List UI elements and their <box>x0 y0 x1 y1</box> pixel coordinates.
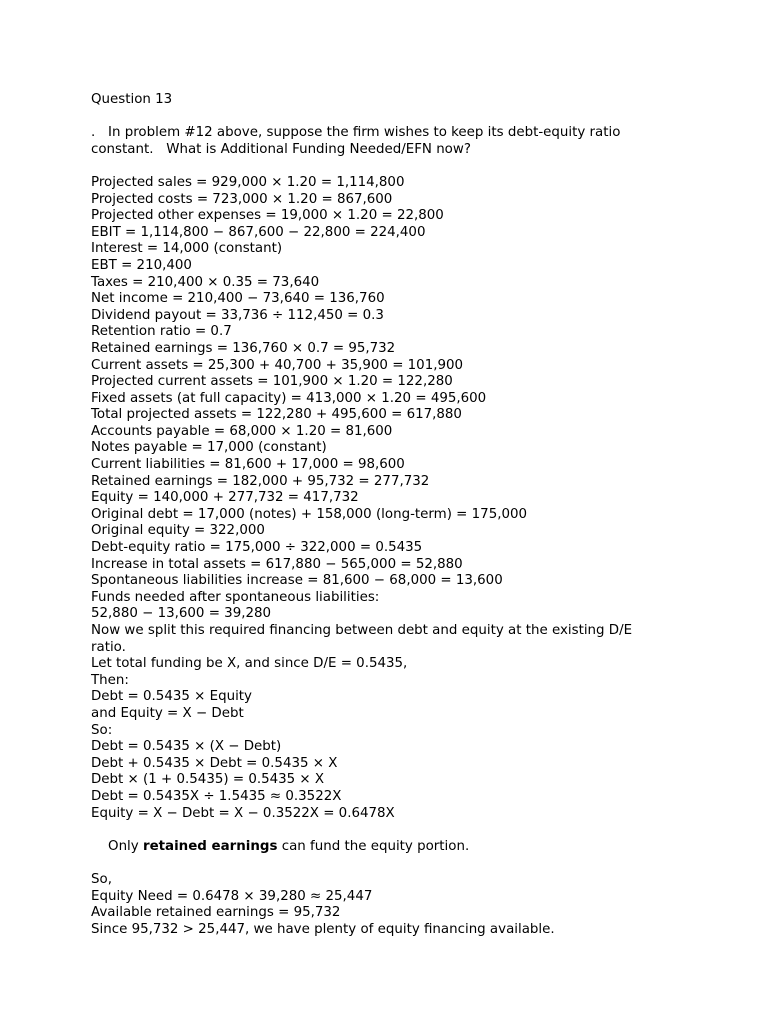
question-line: . In problem #12 above, suppose the firm wishes to keep its debt-equity ratio <box>91 125 621 141</box>
solution-line: Equity = X − Debt = X − 0.3522X = 0.6478X <box>91 805 395 821</box>
note-bold-term: retained earnings <box>142 838 278 854</box>
question-line: constant. What is Additional Funding Needed/EFN now? <box>91 141 471 157</box>
solution-line: Debt + 0.5435 × Debt = 0.5435 × X <box>91 755 338 771</box>
solution-line: Total projected assets = 122,280 + 495,600 = 617,880 <box>91 407 462 423</box>
solution-line: Original debt = 17,000 (notes) + 158,000 (long-term) = 175,000 <box>91 506 528 522</box>
solution-line: Now we split this required financing between debt and equity at the existing D/E <box>91 623 633 638</box>
solution-line: Projected current assets = 101,900 × 1.20 = 122,280 <box>91 374 453 390</box>
solution-line: Retained earnings = 182,000 + 95,732 = 277,732 <box>91 473 430 489</box>
solution-line: So: <box>91 722 113 738</box>
solution-line: Let total funding be X, and since D/E = 0.5435, <box>91 656 408 672</box>
solution-line: Dividend payout = 33,736 ÷ 112,450 = 0.3 <box>91 307 384 323</box>
solution-line: Debt = 0.5435X ÷ 1.5435 ≈ 0.3522X <box>91 788 342 804</box>
solution-line: Projected other expenses = 19,000 × 1.20 = 22,800 <box>91 208 444 224</box>
note-suffix: can fund the equity portion. <box>277 838 470 854</box>
solution-line: Taxes = 210,400 × 0.35 = 73,640 <box>91 274 320 290</box>
solution-line: Net income = 210,400 − 73,640 = 136,760 <box>91 291 385 307</box>
solution-line: Retained earnings = 136,760 × 0.7 = 95,732 <box>91 340 396 356</box>
solution-line: and Equity = X − Debt <box>91 705 244 721</box>
solution-line: Notes payable = 17,000 (constant) <box>91 440 327 456</box>
solution-line: Spontaneous liabilities increase = 81,600 − 68,000 = 13,600 <box>91 573 503 589</box>
solution-line: Current liabilities = 81,600 + 17,000 = 98,600 <box>91 457 405 473</box>
solution-line: Fixed assets (at full capacity) = 413,000 × 1.20 = 495,600 <box>91 390 487 406</box>
solution-line: Projected costs = 723,000 × 1.20 = 867,600 <box>91 191 393 207</box>
solution-line: So, <box>91 871 112 887</box>
solution-line: Retention ratio = 0.7 <box>91 324 232 340</box>
solution-line: Equity = 140,000 + 277,732 = 417,732 <box>91 490 359 506</box>
solution-line: Debt = 0.5435 × (X − Debt) <box>91 739 282 755</box>
solution-line: EBIT = 1,114,800 − 867,600 − 22,800 = 224,400 <box>91 224 426 240</box>
equity-funding-note <box>91 822 691 872</box>
solution-line: Increase in total assets = 617,880 − 565,000 = 52,880 <box>91 556 463 572</box>
solution-line: Equity Need = 0.6478 × 39,280 ≈ 25,447 <box>91 888 373 904</box>
solution-line: Debt-equity ratio = 175,000 ÷ 322,000 = 0.5435 <box>91 540 423 556</box>
solution-line: Debt × (1 + 0.5435) = 0.5435 × X <box>91 772 325 788</box>
solution-lines-before <box>91 175 691 822</box>
solution-lines-after <box>91 872 691 938</box>
solution-line: EBT = 210,400 <box>91 257 192 273</box>
solution-line: Since 95,732 > 25,447, we have plenty of equity financing available. <box>91 921 555 937</box>
solution-line: Debt = 0.5435 × Equity <box>91 689 252 705</box>
solution-line: Accounts payable = 68,000 × 1.20 = 81,600 <box>91 423 393 439</box>
document-page <box>91 92 691 938</box>
note-prefix: Only <box>108 838 143 854</box>
solution-line: ratio. <box>91 639 126 655</box>
solution-line: Interest = 14,000 (constant) <box>91 241 283 257</box>
blank-line <box>91 109 691 126</box>
solution-line: Available retained earnings = 95,732 <box>91 905 341 921</box>
solution-line: Funds needed after spontaneous liabilities: <box>91 589 380 605</box>
blank-line <box>91 158 691 175</box>
solution-line: Projected sales = 929,000 × 1.20 = 1,114,800 <box>91 174 405 190</box>
solution-line: Then: <box>91 672 129 688</box>
solution-line: Original equity = 322,000 <box>91 523 265 539</box>
question-text <box>91 125 691 158</box>
solution-line: Current assets = 25,300 + 40,700 + 35,900 = 101,900 <box>91 357 464 373</box>
solution-line: 52,880 − 13,600 = 39,280 <box>91 606 272 622</box>
question-title: Question 13 <box>91 92 173 107</box>
